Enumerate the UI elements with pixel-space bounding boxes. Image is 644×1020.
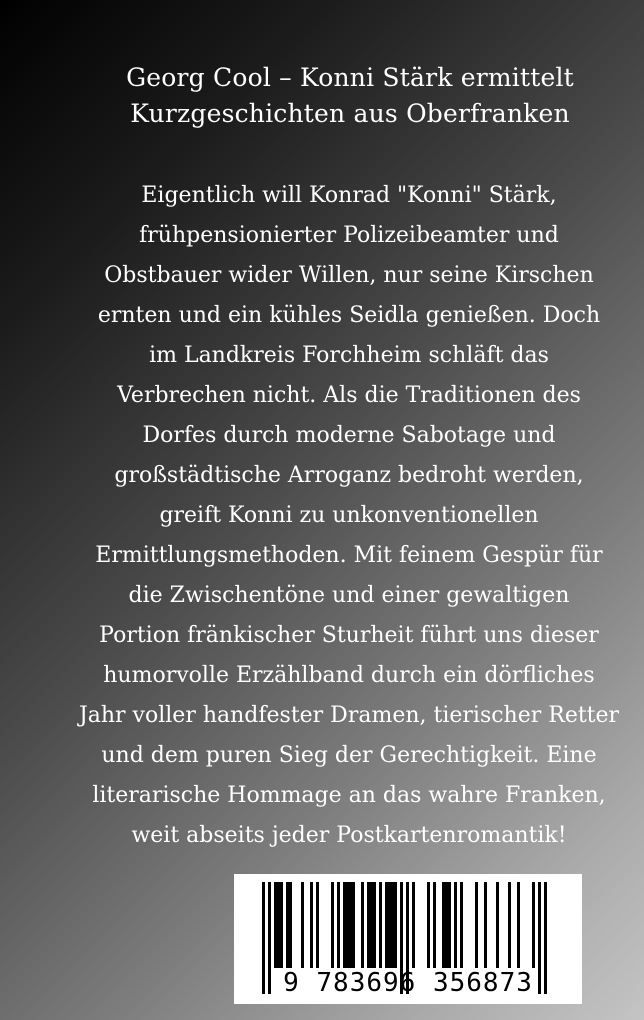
barcode-bar <box>346 882 349 968</box>
barcode-bar <box>343 882 346 968</box>
subtitle: Kurzgeschichten aus Oberfranken <box>130 99 570 128</box>
barcode-bar <box>460 882 463 968</box>
barcode-bar <box>301 882 304 968</box>
barcode-bar <box>391 882 394 968</box>
barcode-bar <box>373 882 376 968</box>
barcode-bar <box>388 882 391 968</box>
blurb-line: großstädtische Arroganz bedroht werden, <box>114 463 584 488</box>
cover-heading <box>60 60 640 132</box>
barcode-bar <box>352 882 355 968</box>
barcode-bar <box>274 882 277 968</box>
barcode-bar <box>337 882 340 968</box>
blurb-line: ernten und ein kühles Seidla genießen. Doch <box>97 303 601 328</box>
barcode-bar <box>445 882 448 968</box>
isbn-number: 9 783696 356873 <box>283 968 533 998</box>
barcode-bar <box>286 882 289 968</box>
barcode-bar <box>508 882 511 968</box>
barcode-bar <box>385 882 388 968</box>
blurb-line: Portion fränkischer Sturheit führt uns dieser <box>99 623 599 648</box>
blurb-line: Eigentlich will Konrad "Konni" Stärk, <box>141 183 557 208</box>
barcode-bar <box>367 882 370 968</box>
barcode-bar <box>448 882 451 968</box>
barcode-bar <box>442 882 445 968</box>
barcode-bar <box>370 882 373 968</box>
barcode-bar <box>316 882 319 968</box>
blurb-text <box>64 176 634 856</box>
blurb-line: Obstbauer wider Willen, nur seine Kirschen <box>104 263 594 288</box>
barcode-bar <box>484 882 487 968</box>
barcode-bar <box>433 882 436 968</box>
blurb-line: Dorfes durch moderne Sabotage und <box>142 423 556 448</box>
barcode-bar <box>427 882 430 968</box>
barcode-bar <box>394 882 397 968</box>
blurb-line: greift Konni zu unkonventionellen <box>159 503 539 528</box>
blurb-line: die Zwischentöne und einer gewaltigen <box>128 583 570 608</box>
barcode-bar <box>331 882 334 968</box>
barcode-bar <box>280 882 283 968</box>
barcode-bar <box>361 882 364 968</box>
barcode-bar <box>532 882 535 968</box>
blurb-line: literarische Hommage an das wahre Franken, <box>92 783 606 808</box>
isbn-barcode <box>234 874 582 1004</box>
blurb-line: und dem puren Sieg der Gerechtigkeit. Eine <box>101 743 597 768</box>
barcode-bar <box>349 882 352 968</box>
barcode-bar <box>454 882 457 968</box>
barcode-bar <box>379 882 382 968</box>
blurb-line: weit abseits jeder Postkartenromantik! <box>131 823 567 848</box>
barcode-bar <box>277 882 280 968</box>
barcode-bar <box>475 882 478 968</box>
blurb-line: im Landkreis Forchheim schläft das <box>149 343 549 368</box>
blurb-line: Ermittlungsmethoden. Mit feinem Gespür für <box>95 543 603 568</box>
barcode-bar <box>289 882 292 968</box>
blurb-line: frühpensionierter Polizeibeamter und <box>139 223 559 248</box>
blurb-line: Jahr voller handfester Dramen, tierischer Retter <box>78 703 620 728</box>
barcode-bar <box>412 882 415 968</box>
barcode-bar <box>517 882 520 968</box>
blurb-line: Verbrechen nicht. Als die Traditionen des <box>117 383 581 408</box>
blurb-line: humorvolle Erzählband durch ein dörfliches <box>103 663 595 688</box>
barcode-bar <box>310 882 313 968</box>
barcode-bar <box>496 882 499 968</box>
author-and-title: Georg Cool – Konni Stärk ermittelt <box>126 63 574 92</box>
